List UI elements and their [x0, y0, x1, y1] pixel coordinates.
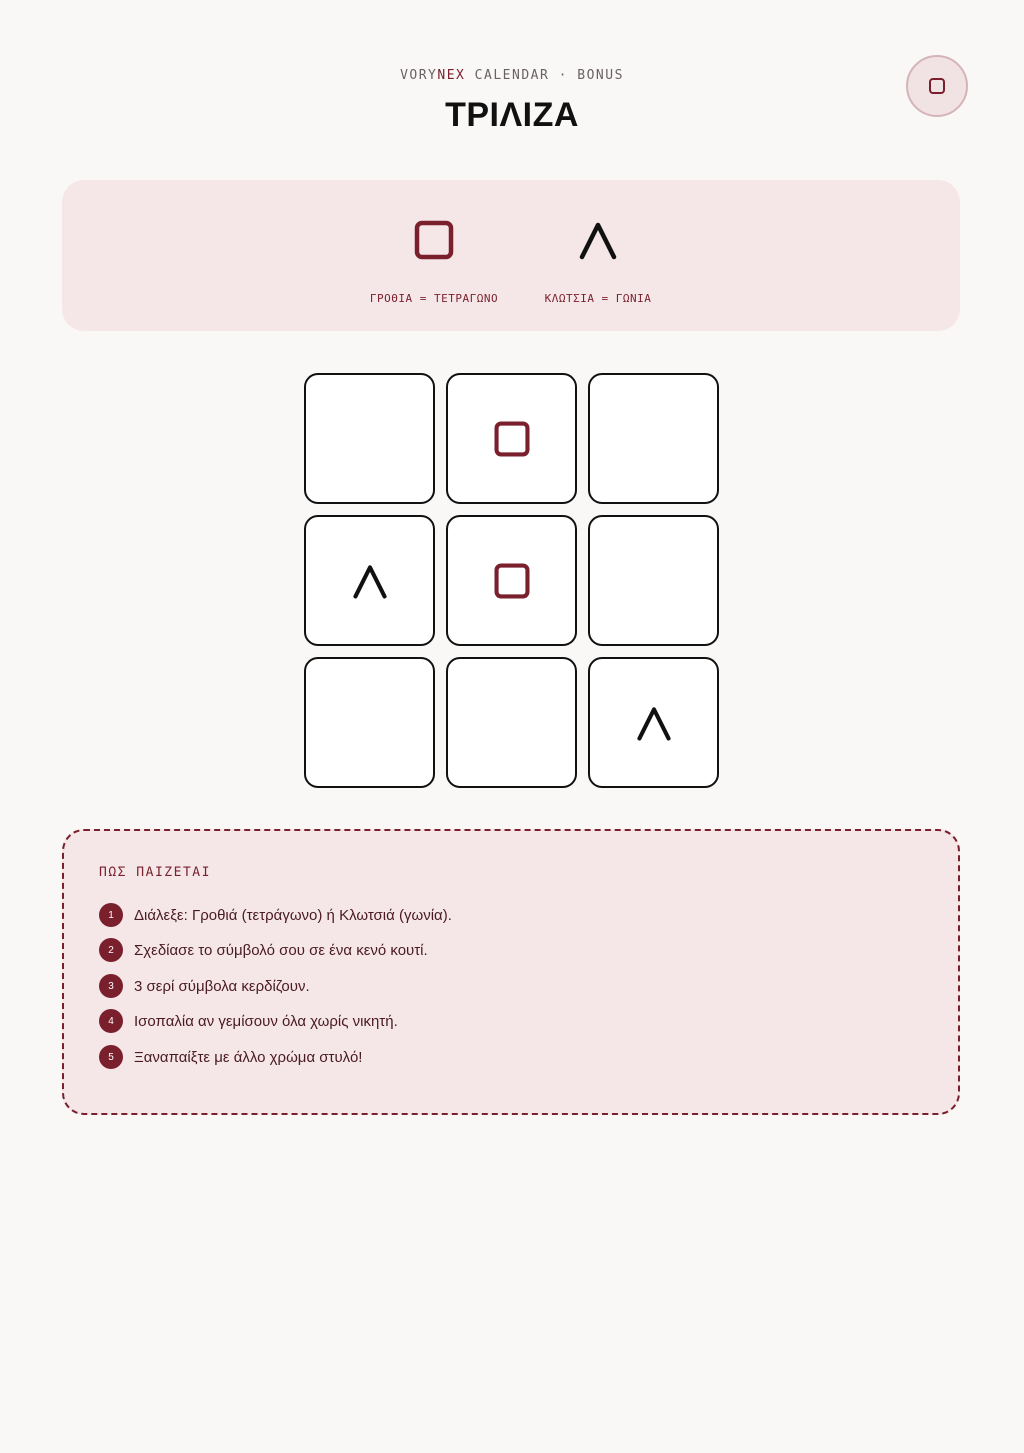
rule-text: Διάλεξε: Γροθιά (τετράγωνο) ή Κλωτσιά (γωνία).	[134, 906, 452, 924]
brand-accent: NEX	[437, 68, 466, 83]
legend-label-square: ΓΡΟΘΙΑ = ΤΕΤΡΑΓΩΝΟ	[369, 292, 499, 305]
rule-number: 1	[99, 903, 123, 927]
rule-text: 3 σερί σύμβολα κερδίζουν.	[134, 977, 310, 995]
board-cell[interactable]	[304, 515, 435, 646]
board-cell[interactable]	[588, 515, 719, 646]
caret-icon	[576, 218, 620, 262]
square-icon	[412, 218, 456, 262]
rule-text: Ξαναπαίξτε με άλλο χρώμα στυλό!	[134, 1048, 363, 1066]
rules-title: ΠΩΣ ΠΑΙΖΕΤΑΙ	[99, 865, 211, 880]
rule-item	[99, 1009, 398, 1033]
symbol-legend	[62, 180, 960, 331]
square-icon	[492, 561, 532, 601]
rules-panel	[62, 829, 960, 1115]
caret-icon	[634, 703, 674, 743]
rule-item	[99, 974, 310, 998]
board-cell[interactable]	[304, 373, 435, 504]
rule-number: 4	[99, 1009, 123, 1033]
rule-item	[99, 903, 452, 927]
board-cell[interactable]	[304, 657, 435, 788]
brand-prefix: VORY	[400, 68, 438, 83]
rule-number: 3	[99, 974, 123, 998]
page-title: ΤΡΙΛΙΖΑ	[445, 96, 579, 134]
square-icon	[928, 77, 946, 95]
rule-text: Σχεδίασε το σύμβολό σου σε ένα κενό κουτί.	[134, 941, 428, 959]
board-cell[interactable]	[588, 657, 719, 788]
rule-item	[99, 938, 428, 962]
game-board	[304, 373, 720, 789]
legend-label-caret: ΚΛΩΤΣΙΑ = ΓΩΝΙΑ	[544, 292, 652, 305]
board-cell[interactable]	[446, 515, 577, 646]
square-icon	[492, 419, 532, 459]
rule-item	[99, 1045, 362, 1069]
board-cell[interactable]	[588, 373, 719, 504]
brand-suffix: CALENDAR · BONUS	[465, 68, 624, 83]
rule-number: 2	[99, 938, 123, 962]
symbol-toggle-button[interactable]	[906, 55, 968, 117]
legend-item-caret	[498, 218, 698, 305]
board-cell[interactable]	[446, 657, 577, 788]
rule-text: Ισοπαλία αν γεμίσουν όλα χωρίς νικητή.	[134, 1012, 398, 1030]
rule-number: 5	[99, 1045, 123, 1069]
caret-icon	[350, 561, 390, 601]
brand-line	[0, 68, 1024, 83]
board-cell[interactable]	[446, 373, 577, 504]
